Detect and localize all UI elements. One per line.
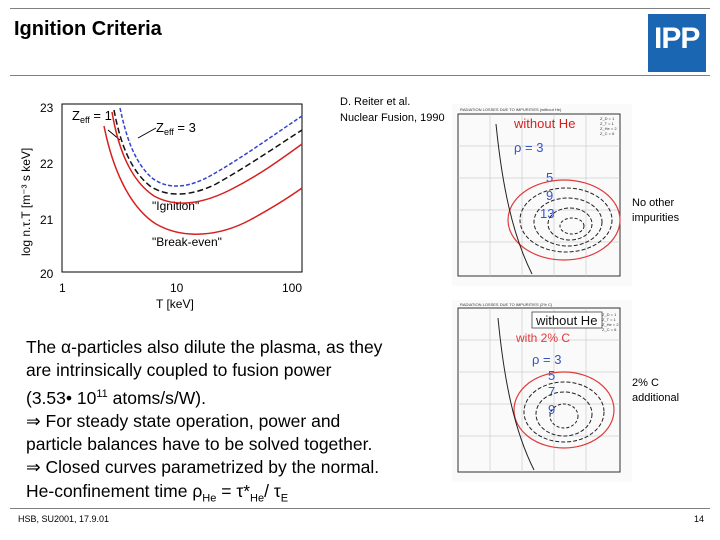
ytick-22: 22 <box>40 157 54 171</box>
top-divider <box>10 8 710 9</box>
logo-text: IPP <box>654 22 700 55</box>
without-he-label: without He <box>514 116 576 131</box>
reference <box>340 94 445 126</box>
legend-line: Z_D = 1 <box>600 116 615 121</box>
ytick-23: 23 <box>40 101 54 115</box>
ignition-label: "Ignition" <box>152 199 200 213</box>
body-line-3: (3.53• $10^{11}$ atoms/s/W). <box>26 387 206 408</box>
note-2pct-c <box>632 376 679 406</box>
title-divider <box>10 75 710 76</box>
header-small: RADIATION LOSSES DUE TO IMPURITIES (without He) <box>460 107 562 112</box>
zeff-arrow-2 <box>138 128 156 138</box>
curve-ignition-red <box>112 112 302 203</box>
rho-label: ρ = 3 <box>514 140 544 155</box>
note-no-impurities <box>632 196 679 226</box>
curve-zeff3-blue <box>120 108 302 186</box>
body-line-2: are intrinsically coupled to fusion power <box>26 360 332 381</box>
xtick-100: 100 <box>282 281 303 295</box>
without-he-label: without He <box>536 313 598 328</box>
ytick-21: 21 <box>40 213 54 227</box>
contour-label-7: 7 <box>548 384 556 399</box>
contour-label-9: 9 <box>546 188 554 203</box>
page-number: 14 <box>694 514 705 524</box>
ignition-plot <box>16 96 316 316</box>
note-line: impurities <box>632 212 680 224</box>
zeff3-label: $Z_{eff} = 3$ <box>156 120 196 137</box>
legend-line: Z_D = 1 <box>602 312 617 317</box>
slide-title: Ignition Criteria <box>14 18 162 40</box>
xtick-1: 1 <box>59 281 66 295</box>
contour-label-5: 5 <box>546 170 554 185</box>
contour-label-13: 13 <box>540 206 555 221</box>
y-axis-label: log n.τ.T [m⁻³ s keV] <box>19 147 33 256</box>
legend-line: Z_C = 6 <box>602 327 617 332</box>
reference-authors: D. Reiter et al. <box>340 96 411 108</box>
note-line: 2% C <box>632 377 659 389</box>
legend-line: Z_T = 1 <box>600 121 614 126</box>
contour-plot-without-he <box>452 104 632 286</box>
xtick-10: 10 <box>170 281 184 295</box>
curve-zeff1-black <box>114 110 302 194</box>
contour-label-9: 9 <box>548 402 556 417</box>
curve-breakeven-red <box>104 126 302 234</box>
ipp-logo <box>648 14 706 72</box>
reference-journal: Nuclear Fusion, 1990 <box>340 112 445 124</box>
rho-label: ρ = 3 <box>532 352 562 367</box>
breakeven-label: "Break-even" <box>152 235 222 249</box>
legend-line: Z_T = 1 <box>602 317 616 322</box>
legend-line: Z_He = 2 <box>600 126 617 131</box>
header-small: RADIATION LOSSES DUE TO IMPURITIES (2% C) <box>460 302 553 307</box>
contour-plot-2pct-c <box>452 300 632 482</box>
ytick-20: 20 <box>40 267 54 281</box>
body-line-5: particle balances have to be solved together. <box>26 434 373 455</box>
body-line-1: The α-particles also dilute the plasma, as they <box>26 337 383 357</box>
body-line-4: ⇒ For steady state operation, power and <box>26 410 341 431</box>
body-line-6: ⇒ Closed curves parametrized by the normal. <box>26 457 380 478</box>
body-line-7: He-confinement time $\rho_{He} = \tau*_{He}/$ $\tau_E$ <box>26 480 289 505</box>
legend-line: Z_C = 6 <box>600 131 615 136</box>
body-text <box>26 336 446 510</box>
note-line: additional <box>632 392 680 404</box>
zeff1-label: $Z_{eff} = 1$ <box>72 108 112 125</box>
note-line: No other <box>632 197 675 209</box>
footer-text: HSB, SU2001, 17.9.01 <box>18 514 110 524</box>
with-c-label: with 2% C <box>516 331 571 345</box>
x-axis-label: T [keV] <box>156 297 194 311</box>
legend-line: Z_He = 2 <box>602 322 619 327</box>
footer-divider <box>10 508 710 509</box>
contour-label-5: 5 <box>548 368 556 383</box>
